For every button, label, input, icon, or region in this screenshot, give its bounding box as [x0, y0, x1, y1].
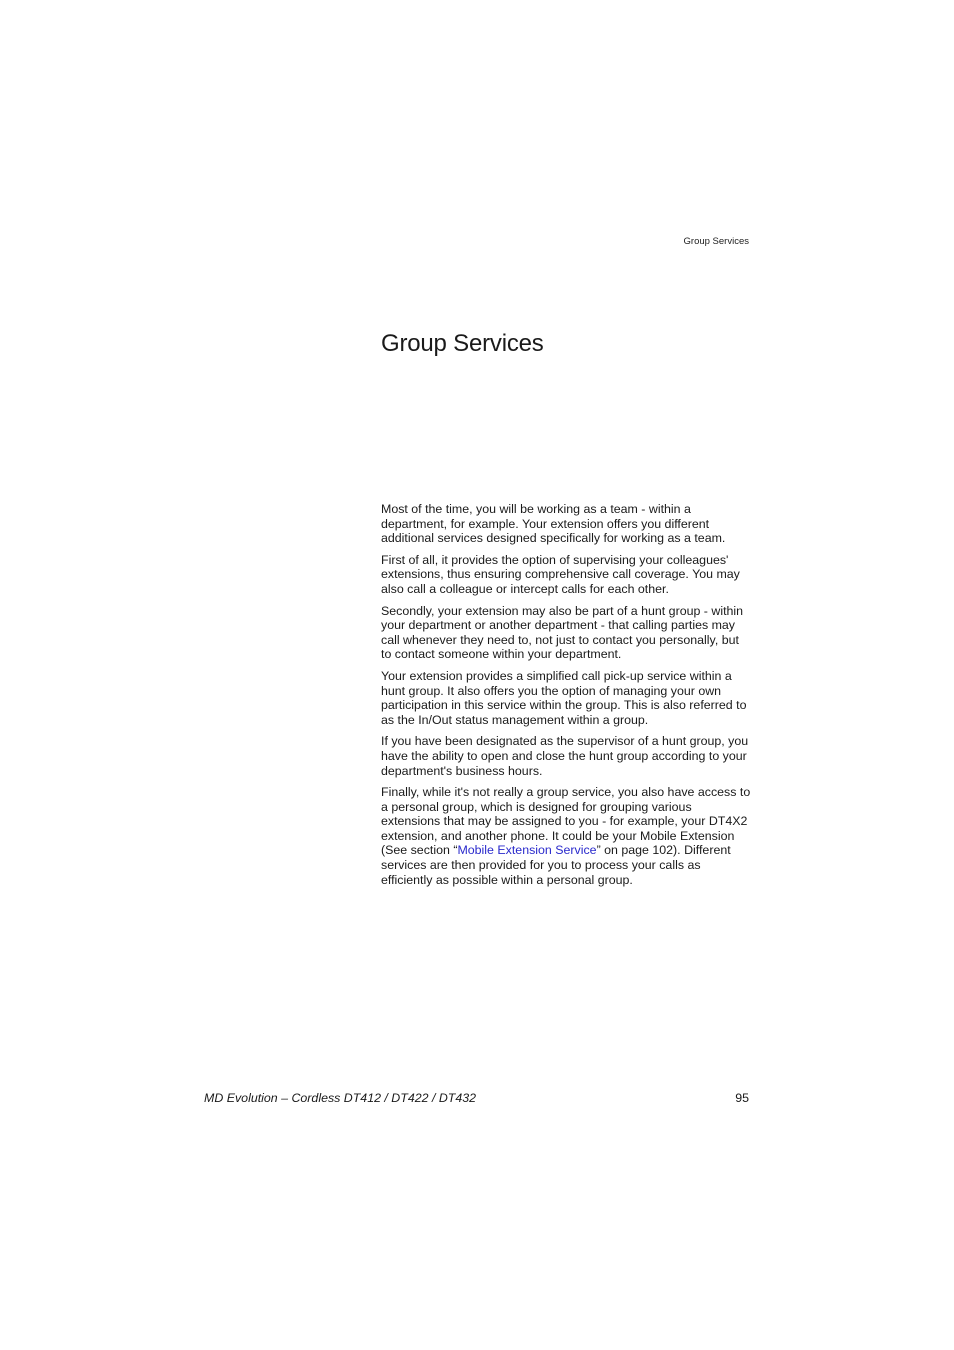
footer-document-title: MD Evolution – Cordless DT412 / DT422 / DT432 [204, 1091, 477, 1105]
paragraph-personal-group-text: Finally, while it's not really a group service, you also have access to a personal group, which is designed for grouping various extensions that may be assigned to you - for example, your DT4X2 extension, and another phone. It could be your Mobile Extension (See section “ [381, 785, 751, 858]
paragraph-intro: Most of the time, you will be working as a team - within a department, for example. Your extension offers you different additional services designed specifically for working as a team. [381, 502, 726, 546]
page-number: 95 [735, 1091, 749, 1105]
paragraph-pick-up: Your extension provides a simplified call pick-up service within a hunt group. It also offers you the option of managing your own participation in this service within the group. This is also referred to as the In/Out status management within a group. [381, 668, 747, 727]
body-text [381, 502, 751, 894]
running-header: Group Services [683, 236, 749, 247]
paragraph-hunt-group: Secondly, your extension may also be part of a hunt group - within your department or another department - that calling parties may call whenever they need to, not just to contact you personally, but to contact someone within your department. [381, 603, 744, 662]
mobile-extension-service-link[interactable]: Mobile Extension Service [457, 843, 597, 858]
paragraph-supervising: First of all, it provides the option of supervising your colleagues' extensions, thus ensuring comprehensive call coverage. You may also call a colleague or intercept calls for each other. [381, 552, 740, 596]
chapter-title: Group Services [381, 330, 544, 357]
paragraph-supervisor: If you have been designated as the supervisor of a hunt group, you have the ability to open and close the hunt group according to your department's business hours. [381, 734, 749, 778]
paragraph-personal-group-text-end: ” on page 102). Different services are then provided for you to process your calls as efficiently as possible within a personal group. [381, 843, 731, 887]
paragraph-personal-group [381, 785, 751, 887]
